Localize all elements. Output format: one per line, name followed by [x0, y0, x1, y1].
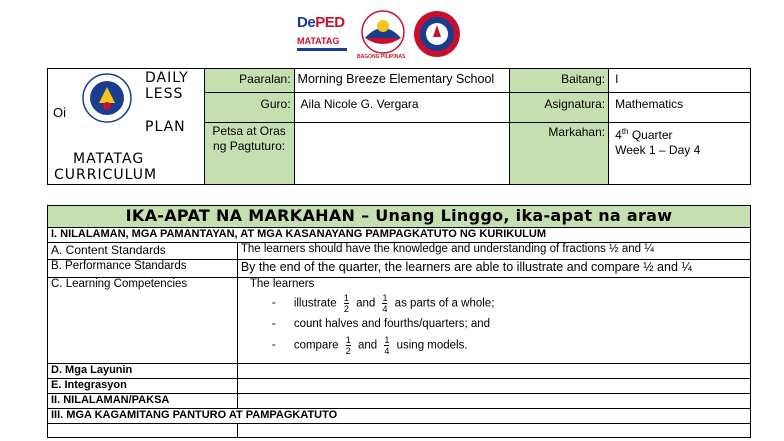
- bagong-pilipinas-caption: BAGONG PILIPINAS: [357, 54, 406, 60]
- paaralan-value: Morning Breeze Elementary School: [294, 69, 510, 93]
- baitang-value: I: [609, 69, 751, 93]
- fraction-one-fourth: $\frac{1}{4}$: [384, 335, 390, 356]
- integrasyon-label: E. Integrasyon: [48, 379, 238, 394]
- seal-letter: Oi: [53, 105, 66, 120]
- baitang-label: Baitang:: [510, 69, 609, 93]
- asignatura-value: Mathematics: [609, 93, 751, 123]
- dll-header-table: [47, 68, 751, 185]
- dll-title-matatag: MATATAG: [73, 151, 145, 167]
- asignatura-label: Asignatura:: [510, 93, 609, 123]
- performance-standards-label: B. Performance Standards: [48, 260, 238, 278]
- content-standards-label: A. Content Standards: [48, 243, 238, 260]
- fraction-one-fourth: $\frac{1}{4}$: [382, 293, 388, 314]
- petsa-value: [294, 123, 510, 185]
- plan-title: IKA-APAT NA MARKAHAN – Unang Linggo, ika-apat na araw: [48, 206, 751, 228]
- guro-label: Guro:: [204, 93, 294, 123]
- content-standards-value: The learners should have the knowledge and understanding of fractions ½ and ¼: [237, 243, 750, 260]
- guro-value: Aila Nicole G. Vergara: [294, 93, 510, 123]
- learning-competencies-label: C. Learning Competencies: [48, 278, 238, 364]
- petsa-label: Petsa at Oras ng Pagtuturo:: [204, 123, 294, 185]
- deped-logo: DePED MATATAG: [295, 12, 353, 60]
- dll-title-cell: [48, 69, 205, 185]
- markahan-label: Markahan:: [510, 123, 609, 185]
- competency-intro: The learners: [249, 278, 315, 290]
- paaralan-label: Paaralan:: [204, 69, 294, 93]
- lesson-plan-table: [47, 205, 751, 438]
- dll-title-curriculum: CURRICULUM: [54, 167, 158, 183]
- school-division-seal-icon: [413, 10, 461, 58]
- section-ii-heading: II. NILALAMAN/PAKSA: [48, 394, 238, 409]
- bagong-pilipinas-seal-icon: [361, 10, 405, 54]
- performance-standards-value: By the end of the quarter, the learners are able to illustrate and compare ½ and ¼: [237, 260, 750, 278]
- dll-title-plan: PLAN: [145, 119, 186, 135]
- section-i-heading: I. NILALAMAN, MGA PAMANTAYAN, AT MGA KASANAYANG PAMPAGKATUTO NG KURIKULUM: [48, 228, 751, 243]
- markahan-value: 4th Quarter Week 1 – Day 4: [609, 123, 751, 185]
- fraction-one-half: $\frac{1}{2}$: [345, 335, 351, 356]
- section-iii-heading: III. MGA KAGAMITANG PANTURO AT PAMPAGKATUTO: [48, 409, 751, 424]
- competency-item: - illustrate $\frac{1}{2}$ and $\frac{1}{4}$ as parts of a whole;: [271, 293, 495, 314]
- competency-item: - compare $\frac{1}{2}$ and $\frac{1}{4}$ using models.: [271, 335, 468, 356]
- learning-competencies-value: [237, 278, 750, 364]
- header-logos: [295, 10, 465, 62]
- competency-list: [250, 293, 747, 356]
- mga-layunin-label: D. Mga Layunin: [48, 364, 238, 379]
- school-seal-icon: [82, 73, 132, 123]
- dll-title-daily: DAILY: [145, 70, 189, 86]
- fraction-one-half: $\frac{1}{2}$: [343, 293, 349, 314]
- dll-title-less: LESS: [145, 86, 184, 102]
- competency-item: - count halves and fourths/quarters; and: [271, 318, 491, 330]
